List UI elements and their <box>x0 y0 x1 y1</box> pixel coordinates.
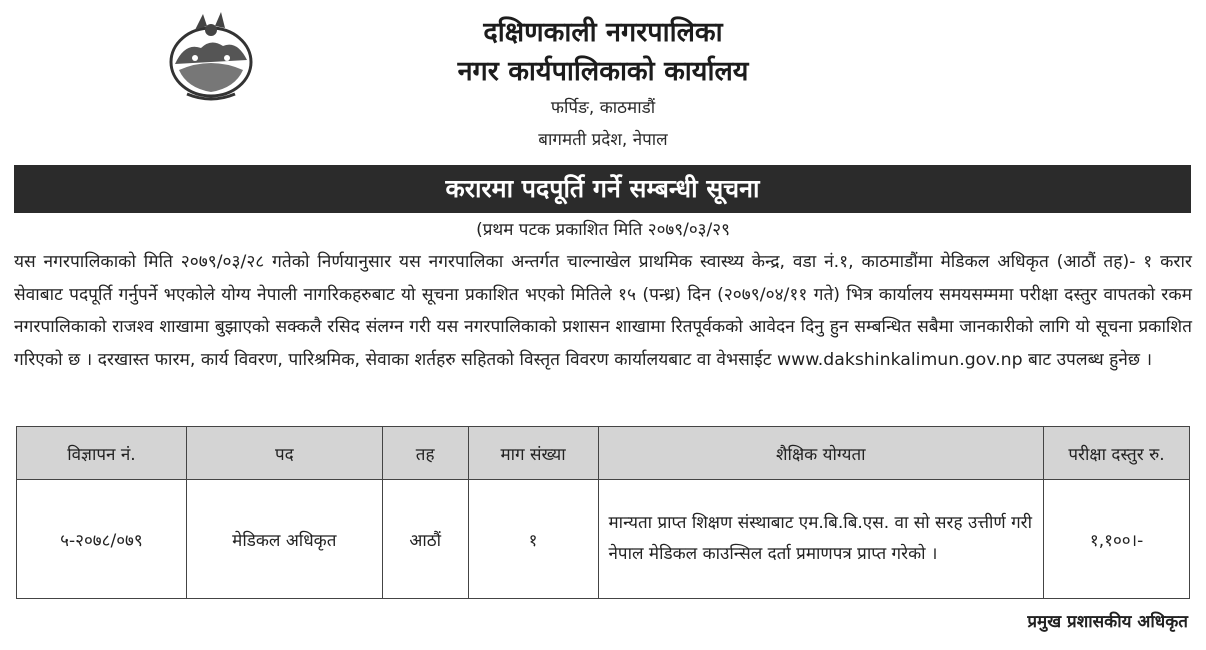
cell-post: मेडिकल अधिकृत <box>186 480 382 599</box>
signatory-title: प्रमुख प्रशासकीय अधिकृत <box>1027 612 1188 632</box>
publish-date: (प्रथम पटक प्रकाशित मिति २०७९/०३/२९ <box>476 220 730 240</box>
table-header-row <box>17 427 1190 480</box>
header-qualification: शैक्षिक योग्यता <box>598 427 1044 480</box>
notice-body: यस नगरपालिकाको मिति २०७९/०३/२८ गतेको निर्णयानुसार यस नगरपालिका अन्तर्गत चाल्नाखेल प्राथमिक स्वास्थ्य केन्द्र, वडा नं.१, काठमाडौंमा मेडिकल अधिकृत (आठौं तह)- १ करार सेवाबाट पदपूर्ति गर्नुपर्ने भएकोले योग्य नेपाली नागरिकहरुबाट यो सूचना प्रकाशित भएको मितिले १५ (पन्ध्र) दिन (२०७९/०४/११ गते) भित्र कार्यालय समयसम्ममा परीक्षा दस्तुर वापतको रकम नगरपालिकाको राजश्व शाखामा बुझाएको सक्कलै रसिद संलग्न गरी यस नगरपालिकाको प्रशासन शाखामा रितपूर्वकको आवेदन दिनु हुन सम्बन्धित सबैमा जानकारीको लागि यो सूचना प्रकाशित गरिएको छ । दरखास्त फारम, कार्य विवरण, पारिश्रमिक, सेवाका शर्तहरु सहितको विस्तृत विवरण कार्यालयबाट वा वेभसाईट www.dakshinkalimun.gov.np बाट उपलब्ध हुनेछ । <box>14 252 1192 370</box>
cell-demand: १ <box>468 480 598 599</box>
header-level: तह <box>382 427 468 480</box>
address-line-1: फर्पिङ, काठमाडौं <box>550 98 656 118</box>
table-row <box>17 480 1190 599</box>
office-name: नगर कार्यपालिकाको कार्यालय <box>457 56 749 87</box>
address-line-2: बागमती प्रदेश, नेपाल <box>538 130 668 150</box>
notice-title: करारमा पदपूर्ति गर्ने सम्बन्धी सूचना <box>445 174 760 203</box>
vacancy-table <box>16 426 1190 599</box>
municipality-name: दक्षिणकाली नगरपालिका <box>483 17 723 48</box>
cell-qualification: मान्यता प्राप्त शिक्षण संस्थाबाट एम.बि.बि.एस. वा सो सरह उत्तीर्ण गरी नेपाल मेडिकल काउन्सिल दर्ता प्रमाणपत्र प्राप्त गरेको । <box>598 480 1044 599</box>
cell-fee: १,१००।- <box>1044 480 1190 599</box>
header-fee: परीक्षा दस्तुर रु. <box>1044 427 1190 480</box>
cell-level: आठौं <box>382 480 468 599</box>
header-post: पद <box>186 427 382 480</box>
letterhead <box>0 14 1206 156</box>
notice-title-banner <box>14 165 1191 213</box>
header-demand: माग संख्या <box>468 427 598 480</box>
cell-ad-no: ५-२०७८/०७९ <box>17 480 187 599</box>
header-ad-no: विज्ञापन नं. <box>17 427 187 480</box>
